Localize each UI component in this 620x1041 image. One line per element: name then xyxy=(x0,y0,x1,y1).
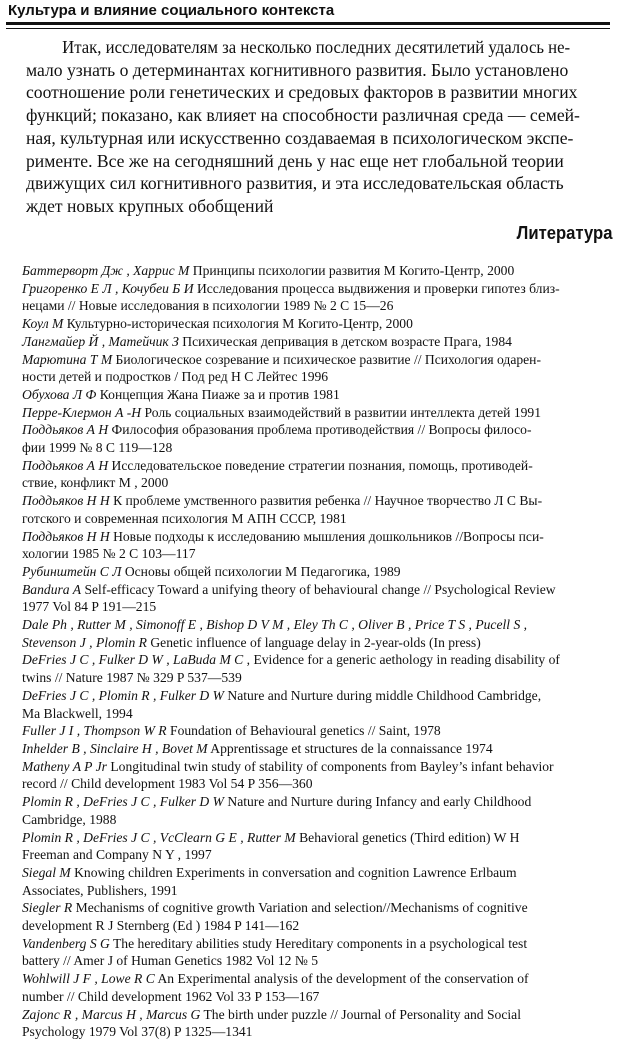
reference-entry xyxy=(22,864,618,899)
reference-author: Поддьяков Н Н xyxy=(22,493,110,509)
reference-line xyxy=(22,829,618,847)
reference-line xyxy=(22,563,618,581)
paragraph-line: движущих сил когнитивного развития, и эта исследовательская область xyxy=(26,173,564,194)
reference-line xyxy=(22,687,618,705)
reference-text: The hereditary abilities study Hereditary components in a psychological test xyxy=(109,935,528,951)
reference-line: Ma Blackwell, 1994 xyxy=(22,705,133,721)
reference-entry xyxy=(22,793,618,828)
reference-author: Wohlwill J F , Lowe R C xyxy=(22,971,155,987)
reference-line: Psychology 1979 Vol 37(8) P 1325—1341 xyxy=(22,1024,253,1040)
reference-line: Freeman and Company N Y , 1997 xyxy=(22,847,212,863)
reference-line: battery // Amer J of Human Genetics 1982 Vol 12 № 5 xyxy=(22,953,319,969)
reference-line xyxy=(22,315,618,333)
paragraph-line: рименте. Все же на сегодняшний день у нас еще нет глобальной теории xyxy=(26,150,564,171)
reference-text: Исследования процесса выдвижения и проверки гипотез близ- xyxy=(193,280,560,296)
reference-text: Apprentissage et structures de la connaissance 1974 xyxy=(207,740,493,756)
paragraph-line: соотношение роли генетических и средовых факторов в развитии многих xyxy=(26,82,578,103)
reference-author: Vandenberg S G xyxy=(22,935,110,951)
reference-author: Siegal M xyxy=(22,864,71,880)
reference-author: Zajonc R , Marcus H , Marcus G xyxy=(22,1006,201,1022)
reference-line: number // Child development 1962 Vol 33 P 153—167 xyxy=(22,988,320,1004)
reference-line: готского и современная психология М АПН СССР, 1981 xyxy=(22,510,347,526)
reference-text: К проблеме умственного развития ребенка // Научное творчество Л С Вы- xyxy=(109,493,543,509)
section-heading: Литература xyxy=(516,222,612,243)
reference-entry xyxy=(22,581,618,616)
reference-line: 1977 Vol 84 P 191—215 xyxy=(22,599,157,615)
reference-line xyxy=(22,740,618,758)
reference-entry xyxy=(22,315,618,333)
reference-entry xyxy=(22,722,618,740)
reference-text: Концепция Жана Пиаже за и против 1981 xyxy=(96,386,340,402)
reference-entry xyxy=(22,492,618,527)
reference-author: Поддьяков А Н xyxy=(22,457,109,473)
reference-entry xyxy=(22,563,618,581)
reference-line xyxy=(22,421,618,439)
reference-line xyxy=(22,280,618,298)
reference-line xyxy=(22,935,618,953)
reference-line: record // Child development 1983 Vol 54 P 356—360 xyxy=(22,776,313,792)
paragraph-line: ждет новых крупных обобщений xyxy=(26,195,274,216)
reference-line xyxy=(22,492,618,510)
reference-author: Siegler R xyxy=(22,900,73,916)
reference-entry xyxy=(22,528,618,563)
reference-author: Dale Ph , Rutter M , Simonoff E , Bishop D V M , Eley Th C , Oliver B , Price T S , Pucell S , xyxy=(22,617,528,633)
reference-text: Knowing children Experiments in conversation and cognition Lawrence Erlbaum xyxy=(70,864,517,880)
reference-line xyxy=(22,722,618,740)
reference-line xyxy=(22,581,618,599)
reference-author: Plomin R , DeFries J C , VcClearn G E , Rutter M xyxy=(22,829,296,845)
reference-entry xyxy=(22,687,618,722)
reference-author: DeFries J C , Fulker D W , LaBuda M C xyxy=(22,652,244,668)
reference-entry xyxy=(22,970,618,1005)
reference-author: DeFries J C , Plomin R , Fulker D W xyxy=(22,687,224,703)
reference-author: Plomin R , DeFries J C , Fulker D W xyxy=(22,794,224,810)
reference-author: Bandura A xyxy=(22,581,82,597)
reference-entry xyxy=(22,280,618,315)
reference-author: Марютина Т М xyxy=(22,351,113,367)
reference-line: хологии 1985 № 2 С 103—117 xyxy=(22,546,196,562)
reference-author: Поддьяков А Н xyxy=(22,422,109,438)
reference-text: Foundation of Behavioural genetics // Saint, 1978 xyxy=(166,723,441,739)
reference-line xyxy=(22,634,618,652)
reference-text: Self-efficacy Toward a unifying theory of behavioural change // Psychological Review xyxy=(81,581,556,597)
reference-author: Обухова Л Ф xyxy=(22,386,97,402)
reference-line xyxy=(22,864,618,882)
paragraph-line: Итак, исследователям за несколько последних десятилетий удалось не- xyxy=(62,37,571,57)
header-rule-thick xyxy=(6,22,610,25)
reference-author: Поддьяков Н Н xyxy=(22,528,110,544)
reference-list xyxy=(22,262,618,1041)
reference-author: Коул М xyxy=(22,316,64,332)
reference-entry xyxy=(22,829,618,864)
reference-line: ности детей и подростков / Под ред Н С Лейтес 1996 xyxy=(22,369,329,385)
reference-author: Fuller J I , Thompson W R xyxy=(22,723,167,739)
summary-paragraph xyxy=(26,36,608,218)
reference-line xyxy=(22,651,618,669)
reference-entry xyxy=(22,1006,618,1041)
reference-line xyxy=(22,1006,618,1024)
reference-text: The birth under puzzle // Journal of Personality and Social xyxy=(200,1006,521,1022)
reference-entry xyxy=(22,262,618,280)
paragraph-line: функций; показано, как влияет на способности различная среда — семей- xyxy=(26,105,580,126)
paragraph-line: мало узнать о детерминантах когнитивного развития. Было установлено xyxy=(26,59,569,80)
reference-line: фии 1999 № 8 С 119—128 xyxy=(22,440,173,456)
reference-text: Роль социальных взаимодействий в развитии интеллекта детей 1991 xyxy=(141,404,542,420)
reference-line: Associates, Publishers, 1991 xyxy=(22,882,178,898)
reference-entry xyxy=(22,899,618,934)
reference-line xyxy=(22,616,618,634)
reference-line: Cambridge, 1988 xyxy=(22,811,117,827)
reference-text: Исследовательское поведение стратегии познания, помощь, противодей- xyxy=(108,457,533,473)
reference-entry xyxy=(22,758,618,793)
reference-entry xyxy=(22,616,618,651)
paragraph-line: ная, культурная или искусственно создаваемая в психологическом экспе- xyxy=(26,127,574,148)
reference-line: twins // Nature 1987 № 329 P 537—539 xyxy=(22,670,242,686)
reference-line xyxy=(22,404,618,422)
running-head: Культура и влияние социального контекста xyxy=(8,2,335,19)
header-rule-thin xyxy=(6,28,610,29)
reference-line: ствие, конфликт М , 2000 xyxy=(22,475,169,491)
reference-author: Лангмайер Й , Матейчик З xyxy=(22,333,179,349)
reference-text: Принципы психологии развития М Когито-Центр, 2000 xyxy=(189,263,515,278)
reference-text: Философия образования проблема противодействия // Вопросы филосо- xyxy=(108,422,532,438)
reference-text: An Experimental analysis of the development of the conservation of xyxy=(154,971,529,987)
reference-author: Matheny A P Jr xyxy=(22,758,107,774)
reference-entry xyxy=(22,457,618,492)
reference-line xyxy=(22,351,618,369)
reference-line xyxy=(22,262,618,280)
reference-entry xyxy=(22,935,618,970)
reference-author: Григоренко Е Л , Кочубеи Б И xyxy=(22,280,194,296)
reference-line xyxy=(22,758,618,776)
reference-entry xyxy=(22,404,618,422)
reference-text: Longitudinal twin study of stability of components from Bayley’s infant behavior xyxy=(106,758,554,774)
reference-text: Основы общей психологии М Педагогика, 1989 xyxy=(121,563,401,579)
reference-entry xyxy=(22,740,618,758)
reference-line xyxy=(22,970,618,988)
reference-entry xyxy=(22,651,618,686)
reference-text: Новые подходы к исследованию мышления дошкольников //Вопросы пси- xyxy=(109,528,544,544)
reference-text: Behavioral genetics (Third edition) W H xyxy=(295,829,520,845)
reference-entry xyxy=(22,421,618,456)
reference-text: , Evidence for a generic aethology in reading disability of xyxy=(243,652,560,668)
reference-text: Mechanisms of cognitive growth Variation and selection//Mechanisms of cognitive xyxy=(72,900,528,916)
reference-text: Genetic influence of language delay in 2-year-olds (In press) xyxy=(146,634,481,650)
reference-line: development R J Sternberg (Ed ) 1984 P 141—162 xyxy=(22,918,300,934)
reference-author: Inhelder B , Sinclaire H , Bovet M xyxy=(22,740,208,756)
reference-text: Биологическое созревание и психическое развитие // Психология одарен- xyxy=(112,351,541,367)
reference-line xyxy=(22,386,618,404)
reference-text: Nature and Nurture during middle Childhood Cambridge, xyxy=(223,687,542,703)
reference-entry xyxy=(22,333,618,351)
reference-author: Перре-Клермон А -Н xyxy=(22,404,142,420)
reference-author: Баттерворт Дж , Харрис М xyxy=(22,263,190,278)
reference-line xyxy=(22,528,618,546)
reference-line xyxy=(22,457,618,475)
reference-text: Nature and Nurture during Infancy and early Childhood xyxy=(223,794,532,810)
reference-text: Культурно-историческая психология М Когито-Центр, 2000 xyxy=(63,316,413,332)
reference-entry xyxy=(22,351,618,386)
reference-line xyxy=(22,899,618,917)
reference-text: Психическая депривация в детском возрасте Прага, 1984 xyxy=(178,333,512,349)
reference-line: нецами // Новые исследования в психологии 1989 № 2 С 15—26 xyxy=(22,298,394,314)
reference-line xyxy=(22,333,618,351)
reference-entry xyxy=(22,386,618,404)
reference-author: Рубинштейн С Л xyxy=(22,563,122,579)
reference-line xyxy=(22,793,618,811)
reference-author: Stevenson J , Plomin R xyxy=(22,634,147,650)
